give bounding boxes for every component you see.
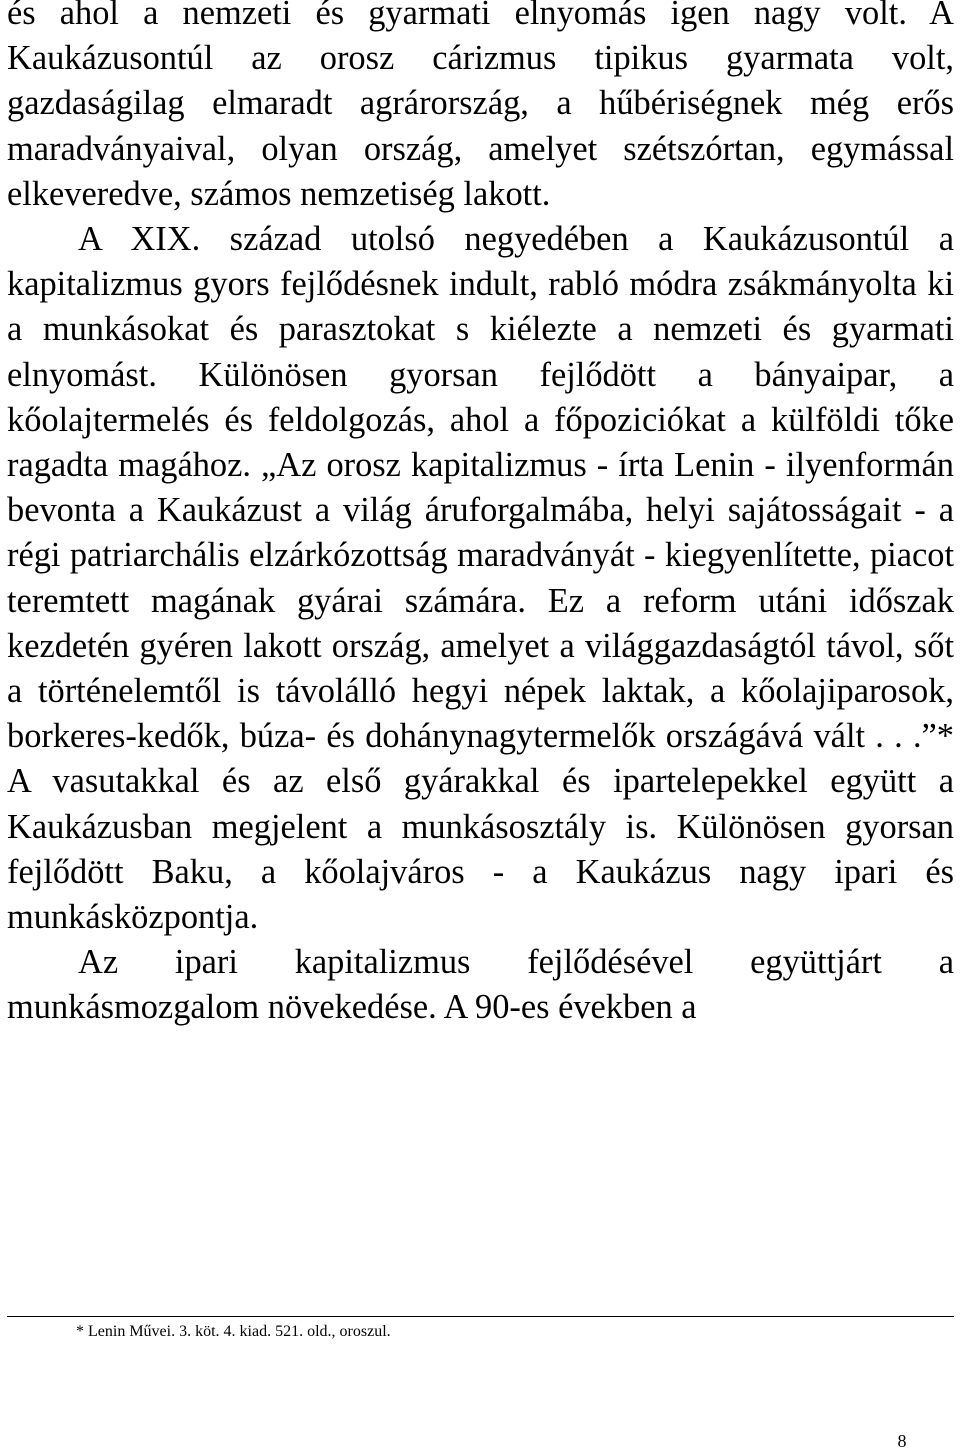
paragraph-2: A XIX. század utolsó negyedében a Kaukázusontúl a kapitalizmus gyors fejlődésnek indult, rabló módra zsákmányolta ki a munkásokat és parasztokat s kiélezte a nemzeti és gyarmati elnyomást. Különösen gyorsan fejlődött a bányaipar, a kőolajtermelés és feldolgozás, ahol a főpoziciókat a külföldi tőke ragadta magához. „Az orosz kapitalizmus - írta Lenin - ilyenformán bevonta a Kaukázust a világ áruforgalmába, helyi sajátosságait - a régi patriarchális elzárkózottság maradványát - kiegyenlítette, piacot teremtett magának gyárai számára. Ez a reform utáni időszak kezdetén gyéren lakott ország, amelyet a világgazdaságtól távol, sőt a történelemtől is távolálló hegyi népek laktak, a kőolajiparosok, borkeres-kedők, búza- és dohánynagytermelők országává vált . . .”* A vasutakkal és az első gyárakkal és ipartelepekkel együtt a Kaukázusban megjelent a munkásosztály is. Különösen gyorsan fejlődött Baku, a kőolajváros - a Kaukázus nagy ipari és munkásközpontja. [7, 220, 954, 937]
body-text [7, 0, 954, 1031]
paragraph-3: Az ipari kapitalizmus fejlődésével együttjárt a munkásmozgalom növekedése. A 90-es években a [7, 943, 954, 1027]
page-number: 8 [897, 1431, 907, 1451]
footnote-divider [7, 1316, 954, 1317]
page-number-container [0, 1430, 910, 1452]
footnote: * Lenin Művei. 3. köt. 4. kiad. 521. old., oroszul. [76, 1323, 391, 1340]
paragraph-1: és ahol a nemzeti és gyarmati elnyomás igen nagy volt. A Kaukázusontúl az orosz cárizmus tipikus gyarmata volt, gazdaságilag elmaradt agrárország, a hűbériségnek még erős maradványaival, olyan ország, amelyet szétszórtan, egymással elkeveredve, számos nemzetiség lakott. [7, 0, 954, 213]
